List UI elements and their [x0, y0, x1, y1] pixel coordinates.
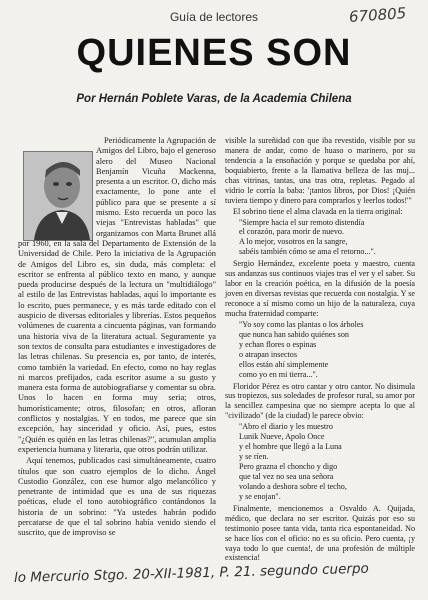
verse-line: que nunca han sabido quiénes son	[239, 329, 349, 339]
photo-wrap-space	[18, 136, 96, 234]
paragraph: Periódicamente la Agrupación de Amigos del Libro, bajo el generoso alero del Museo Nacional Benjamín Vicuña Mackenna, presenta a un escritor. O, dicho más exactamente, lo pone ante el público para que se presente a sí mismo. Esto recuerda un poco las viejas "Entrevistas habladas" que organizamos con Marta Brunet allá por 1960, en la sala del Departamento de Extensión de la Universidad de Chile. Pero la iniciativa de la Agrupación de Amigos del Libro es, sin duda, más completa: el escritor se enfrenta al público texto en mano, y aunque pueda producirse después de la lectura un "multidiálogo" al estilo de las Entrevistas habladas, aquí lo importante es lo escrito, pues permanece, y es más tarde editado con el auspicio de diversas editoriales y librerías. Estos pequeños volúmenes de cuarenta a cincuenta páginas, van formando una historia viva de la literatura actual. Seguramente ya son textos de consulta para estudiantes e investigadores de las letras chilenas. Su presencia es, por tanto, de interés, como también la variedad. En efecto, como no hay reglas ni marcos prefijados, cada escritor asume a su gusto y manera esta forma de autobiografiarse y comentar su obra. Unos lo hacen en forma muy seria; otros, humorísticamente; otros, filosofan; en otros, afloran conflictos y nostalgias. Y en todos, me parece que sin excepción, hay sinceridad y oficio. Así, pues, estos "¿Quién es quién en las letras chilenas?", acumulan amplia experiencia humana y literaria, que otros podrán utilizar.	[18, 136, 216, 454]
verse-line: y echan flores o espinas	[239, 339, 317, 349]
verse-line: Pero grazna el choncho y digo	[239, 462, 338, 471]
article-title: QUIENES SON	[76, 32, 352, 74]
verse-line: que tal vez no sea una señora	[239, 471, 334, 481]
verse-block	[225, 422, 415, 502]
verse-line: "Siempre hacia el sur remoto distendía	[239, 217, 365, 227]
paragraph: El sobrino tiene el alma clavada en la tierra original:	[233, 206, 403, 216]
verse-line: sabéis también cómo se ama el retorno...".	[239, 247, 376, 257]
verse-line: el corazón, para morir de nuevo.	[239, 227, 344, 237]
verse-line: y se ríen.	[239, 452, 269, 462]
verse-line: y se enojan".	[239, 491, 281, 501]
verse-line: "Abro el diario y les muestro	[239, 422, 333, 432]
verse-line: A lo mejor, vosotros en la sangre,	[239, 237, 348, 247]
verse-block	[225, 320, 415, 380]
right-column	[225, 136, 415, 564]
verse-line: ellos están ahí simplemente	[239, 359, 329, 369]
verse-line: como yo en mi tierra...".	[239, 369, 318, 379]
handwritten-source-note: lo Mercurio Stgo. 20-XII-1981, P. 21. segundo cuerpo	[13, 560, 370, 586]
verse-block	[225, 218, 415, 258]
verse-line: y el hombre que llegó a la Luna	[239, 442, 342, 452]
left-column	[18, 136, 216, 540]
paragraph: Finalmente, mencionemos a Osvaldo A. Quijada, médico, que declara no ser escritor. Quizás por eso su testimonio posee tanta vida, tanta rica espontaneidad. No se hace líos con el oficio: no es su oficio. Pero cuenta, ¡y vaya todo lo que cuenta!, de una profesión de múltiple existencia!	[225, 503, 415, 563]
byline: Por Hernán Poblete Varas, de la Academia Chilena	[76, 93, 352, 105]
verse-line: Lunik Nueve, Apolo Once	[239, 432, 325, 442]
verse-line: o atrapan insectos	[239, 349, 297, 359]
paragraph: Sergio Hernández, excelente poeta y maestro, cuenta sus andanzas sus continuos viajes tras el ver y el saber. Su labor en la creación poética, en la difusión de la poesía joven en diversas revistas que recuerda con nostalgia. Y se reconoce a sí mismo como un hijo de la naturaleza, cuya mucha fraternidad comparte:	[225, 259, 415, 318]
paragraph: visible la sureñidad con que iba revestido, visible por su manera de andar, como de huaso o marinero, por su tendencia a la ensoñación y porque se quedaba por ahí, boquiabierto, frente a la llamativa belleza de las muj... chas vitrinas, tantas, una tras otra, repletas. Pegado al vidrio le corría la baba: '¡tantos libros, por Dios! ¡Quién tuviera tiempo y dinero para comprarlos y leerlos todos!'"	[225, 136, 415, 205]
paragraph: Aquí tenemos, publicados casi simultáneamente, cuatro títulos que son cuatro ejemplos de lo dicho. Ángel Custodio González, con ese humor algo melancólico y penetrante de intimidad que es una de sus riquezas poéticas, elude el tono autobiográfico contándonos la historia de un sobrino: "Ya ustedes habrán podido percatarse de que el tal sobrino había venido siendo el suscrito, que de improviso se	[18, 456, 216, 538]
section-kicker: Guía de lectores	[169, 10, 259, 24]
verse-line: volando a deshora sobre el techo,	[239, 481, 347, 491]
paragraph: Floridor Pérez es otro cantar y otro cantor. No disimula sus tropiezos, sus soledades de profesor rural, su amor por la sencillez campesina que no siempre acepta lo que al "civilizado" (de la ciudad) le parece obvio:	[225, 381, 415, 421]
handwritten-catalog-number: 670805	[348, 4, 407, 26]
verse-line: "Yo soy como las plantas o los árboles	[239, 319, 364, 329]
